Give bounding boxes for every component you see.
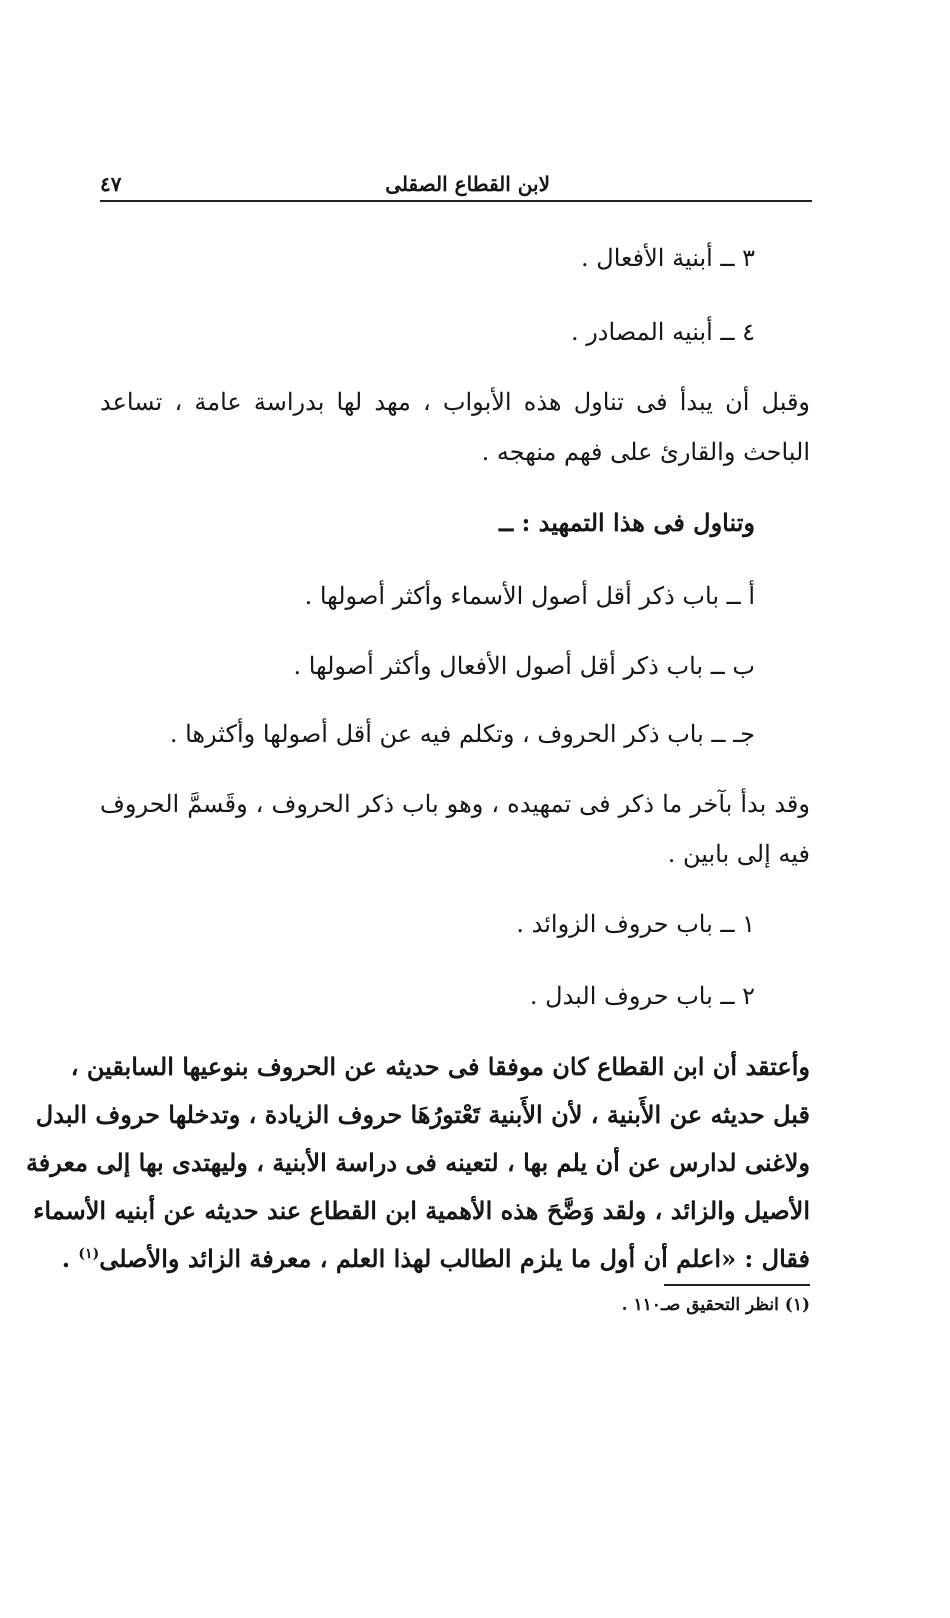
running-title: لابن القطاع الصقلى	[385, 172, 550, 196]
paragraph-3-line-2: قبل حديثه عن الأَبنية ، لأن الأَبنية تَعْتورُهَا حروف الزيادة ، وتدخلها حروف البدل	[35, 1100, 810, 1129]
list-item-4: ٤ ــ أبنيه المصادر .	[570, 318, 755, 346]
list-item-2: ٢ ــ باب حروف البدل .	[529, 982, 755, 1010]
paragraph-3-line-5-text: فقال : «اعلم أن أول ما يلزم الطالب لهذا العلم ، معرفة الزائد والأصلى	[99, 1244, 810, 1273]
footnote-rule	[664, 1284, 810, 1286]
page-number: ٤٧	[100, 172, 122, 196]
paragraph-3-line-1: وأعتقد أن ابن القطاع كان موفقا فى حديثه عن الحروف بنوعيها السابقين ،	[70, 1052, 810, 1081]
footnote-marker: (١)	[78, 1246, 100, 1262]
paragraph-3-line-3: ولاغنى لدارس عن أن يلم بها ، لتعينه فى دراسة الأبنية ، وليهتدى بها إلى معرفة	[25, 1148, 810, 1177]
paragraph-2-line-2: فيه إلى بابين .	[667, 840, 810, 868]
page-header	[100, 154, 812, 200]
paragraph-1-line-2: الباحث والقارئ على فهم منهجه .	[481, 438, 810, 466]
list-item-c: جـ ــ باب ذكر الحروف ، وتكلم فيه عن أقل أصولها وأكثرها .	[169, 720, 755, 748]
list-item-a: أ ــ باب ذكر أقل أصول الأسماء وأكثر أصولها .	[304, 582, 755, 610]
paragraph-3-line-5-end: .	[61, 1244, 79, 1273]
footnote: (١) انظر التحقيق صـ١١٠ .	[621, 1295, 810, 1315]
list-item-b: ب ــ باب ذكر أقل أصول الأفعال وأكثر أصولها .	[293, 652, 755, 680]
header-rule	[100, 200, 812, 202]
paragraph-1-line-1: وقبل أن يبدأ فى تناول هذه الأبواب ، مهد لها بدراسة عامة ، تساعد	[100, 388, 811, 416]
paragraph-2-line-1: وقد بدأ بآخر ما ذكر فى تمهيده ، وهو باب ذكر الحروف ، وقَسمَّ الحروف	[100, 790, 810, 818]
paragraph-3-line-4: الأصيل والزائد ، ولقد وَضَّحَ هذه الأهمية ابن القطاع عند حديثه عن أبنيه الأسماء	[33, 1196, 810, 1225]
list-item-1: ١ ــ باب حروف الزوائد .	[516, 910, 755, 938]
paragraph-3-line-5	[62, 1244, 810, 1273]
list-item-3: ٣ ــ أبنية الأفعال .	[581, 244, 755, 272]
intro-line: وتناول فى هذا التمهيد : ــ	[499, 508, 755, 537]
